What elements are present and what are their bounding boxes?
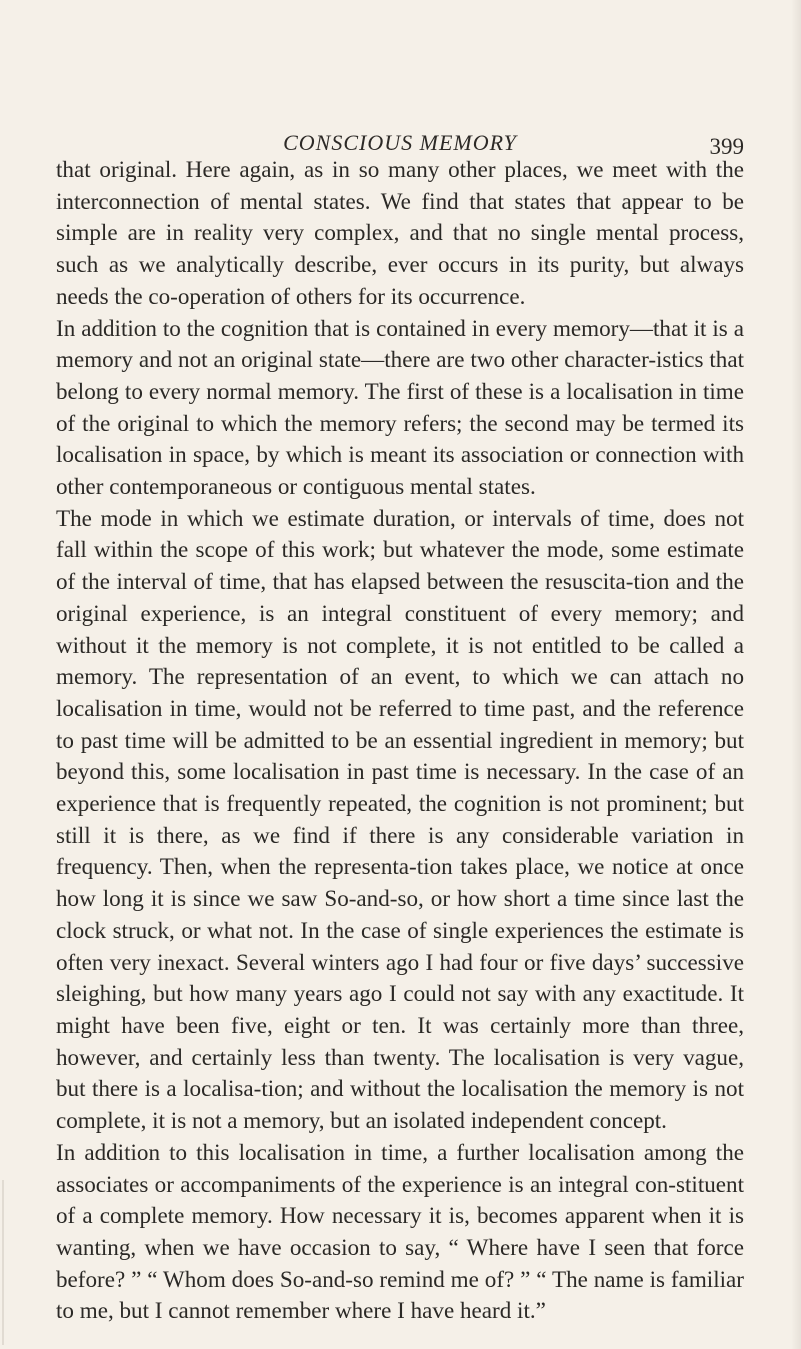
paragraph-3: The mode in which we estimate duration, or intervals of time, does not fall within the scope of this work; but whatever the mode, some estimate of the interval of time, that has elapsed between the resuscita-tion and the original experience, is an integral constituent of every memory; and without it the memory is not complete, it is not entitled to be called a memory. The representation of an event, to which we can attach no localisation in time, would not be referred to time past, and the reference to past time will be admitted to be an essential ingredient in memory; but beyond this, some localisation in past time is necessary. In the case of an experience that is frequently repeated, the cognition is not prominent; but still it is there, as we find if there is any considerable variation in frequency. Then, when the representa-tion takes place, we notice at once how long it is since we saw So-and-so, or how short a time since last the clock struck, or what not. In the case of single experiences the estimate is often very inexact. Several winters ago I had four or five days’ successive sleighing, but how many years ago I could not say with any exactitude. It might have been five, eight or ten. It was certainly more than three, however, and certainly less than twenty. The localisation is very vague, but there is a localisa-tion; and without the localisation the memory is not complete, it is not a memory, but an isolated independent concept.: [56, 504, 744, 1134]
page-edge-shadow: [791, 0, 801, 1349]
running-title: CONSCIOUS MEMORY: [283, 130, 517, 155]
page-binding-mark: [2, 1180, 4, 1345]
paragraph-1: that original. Here again, as in so many other places, we meet with the interconnection of mental states. We find that states that appear to be simple are in reality very complex, and that no single mental process, such as we analytically describe, ever occurs in its purity, but always needs the co-operation of others for its occurrence.: [56, 156, 744, 309]
body-text: [56, 154, 744, 1327]
paragraph-2: In addition to the cognition that is contained in every memory—that it is a memory and not an original state—there are two other character-istics that belong to every normal memory. The first of these is a localisation in time of the original to which the memory refers; the second may be termed its localisation in space, by which is meant its association or connection with other contemporaneous or contiguous mental states.: [56, 314, 744, 500]
page-number: 399: [709, 134, 744, 159]
paragraph-4: In addition to this localisation in time, a further localisation among the associates or accompaniments of the experience is an integral con-stituent of a complete memory. How necessary it is, becomes apparent when it is wanting, when we have occasion to say, “ Where have I seen that force before? ” “ Whom does So-and-so remind me of? ” “ The name is familiar to me, but I cannot remember where I have heard it.”: [56, 1138, 744, 1324]
